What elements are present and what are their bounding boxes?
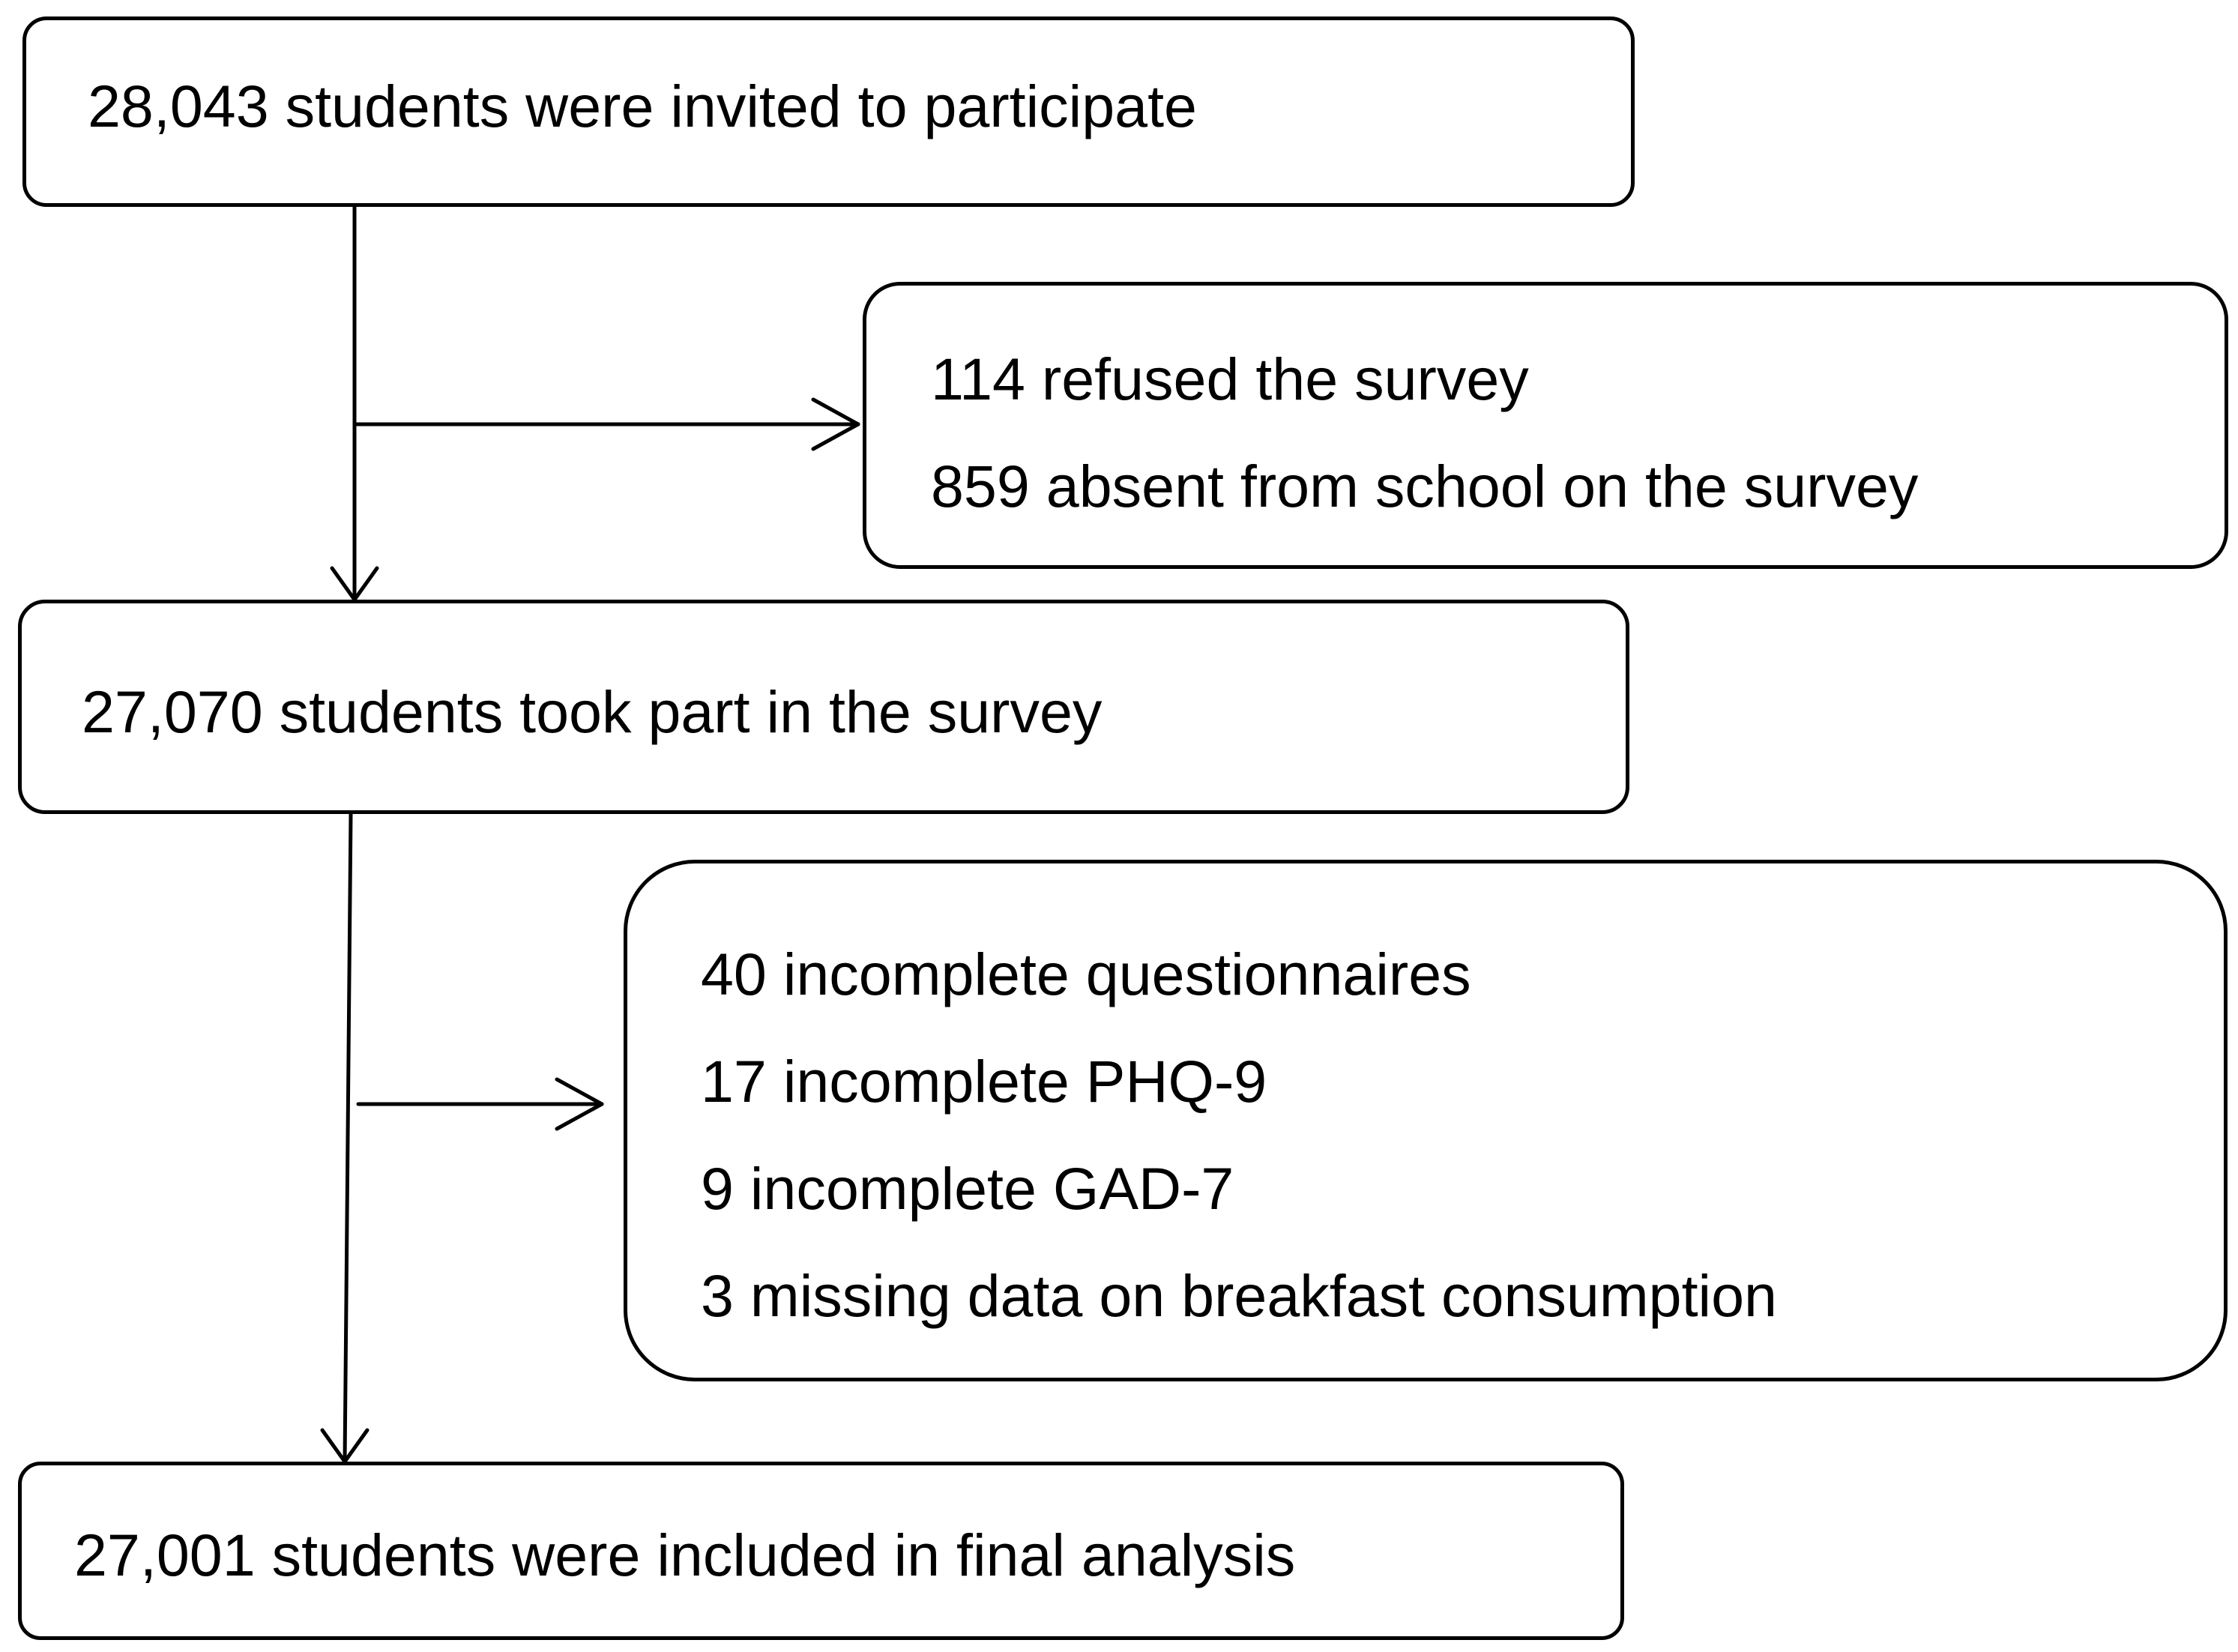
refused-text: 114 refused the survey [931, 346, 1529, 412]
absent-text: 859 absent from school on the survey [931, 453, 1919, 519]
incomplete-phq9-text: 17 incomplete PHQ-9 [701, 1048, 1267, 1115]
took-part-text: 27,070 students took part in the survey [82, 678, 1103, 745]
final-analysis-text: 27,001 students were included in final analysis [74, 1522, 1296, 1588]
invited-box [22, 16, 1635, 207]
exclusion-box-2 [624, 860, 2228, 1381]
final-analysis-box [18, 1462, 1624, 1640]
exclusion-box-1 [863, 282, 2228, 569]
invited-text: 28,043 students were invited to participate [88, 73, 1197, 139]
took-part-box [18, 600, 1629, 814]
incomplete-questionnaires-text: 40 incomplete questionnaires [701, 941, 1471, 1007]
missing-breakfast-text: 3 missing data on breakfast consumption [701, 1262, 1777, 1329]
arrow-line-took-part-to-final [345, 814, 351, 1462]
incomplete-gad7-text: 9 incomplete GAD-7 [701, 1155, 1234, 1222]
